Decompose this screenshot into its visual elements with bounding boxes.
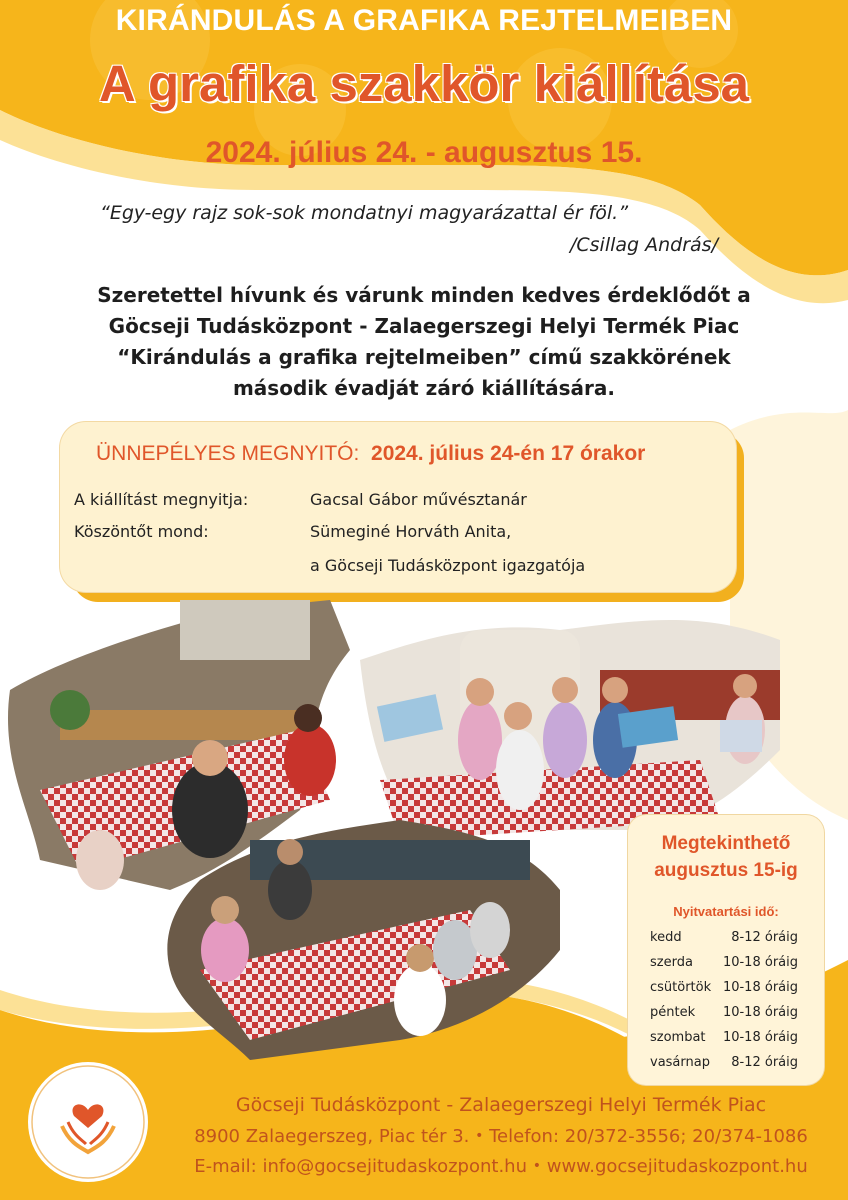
invitation-text — [40, 280, 808, 404]
hours-day: vasárnap — [650, 1055, 710, 1070]
quote-author: /Csillag András/ — [569, 234, 718, 256]
hours-time: 8-12 óráig — [731, 1055, 798, 1070]
event-kicker: KIRÁNDULÁS A GRAFIKA REJTELMEIBEN — [115, 4, 733, 37]
greeting-value-role: a Göcseji Tudásközpont igazgatója — [310, 556, 586, 575]
hours-time: 10-18 óráig — [722, 1030, 798, 1045]
greeting-label: Köszöntőt mond: — [74, 522, 209, 541]
visit-until-line-2: augusztus 15-ig — [654, 860, 798, 881]
hours-row — [650, 1030, 820, 1052]
heart-logo-icon — [26, 1060, 150, 1184]
invitation-line: második évadját záró kiállítására. — [232, 376, 616, 400]
visit-until-line-1: Megtekinthető — [661, 833, 791, 854]
hours-time: 10-18 óráig — [722, 980, 798, 995]
hours-day: szerda — [650, 955, 693, 970]
footer-email[interactable]: E-mail: info@gocsejitudaskozpont.hu — [194, 1156, 527, 1177]
hours-day: szombat — [650, 1030, 706, 1045]
bullet-icon: • — [475, 1128, 484, 1144]
hours-row — [650, 1055, 820, 1077]
quote-text: “Egy-egy rajz sok-sok mondatnyi magyarázattal ér föl.” — [100, 202, 629, 224]
hours-row — [650, 980, 820, 1002]
page-title: A grafika szakkör kiállítása — [98, 55, 750, 112]
bullet-icon: • — [532, 1158, 541, 1174]
opener-label: A kiállítást megnyitja: — [74, 490, 249, 509]
opening-heading — [96, 442, 645, 466]
opening-hours-heading: Nyitvatartási idő: — [673, 904, 779, 919]
opening-when: 2024. július 24-én 17 órakor — [371, 442, 646, 465]
footer-phone: Telefon: 20/372-3556; 20/374-1086 — [489, 1126, 808, 1147]
hours-time: 10-18 óráig — [722, 1005, 798, 1020]
footer-contact-line — [176, 1156, 826, 1177]
hours-time: 10-18 óráig — [722, 955, 798, 970]
invitation-line: Göcseji Tudásközpont - Zalaegerszegi Helyi Termék Piac — [108, 314, 740, 338]
hours-row — [650, 955, 820, 977]
invitation-line: Szeretettel hívunk és várunk minden kedves érdeklődőt a — [97, 283, 751, 307]
hours-day: kedd — [650, 930, 682, 945]
opening-label: ÜNNEPÉLYES MEGNYITÓ: — [96, 442, 360, 465]
footer-organization: Göcseji Tudásközpont - Zalaegerszegi Helyi Termék Piac — [235, 1094, 767, 1116]
photo-children-with-drawings — [360, 620, 780, 840]
invitation-line: “Kirándulás a grafika rejtelmeiben” című szakkörének — [117, 345, 731, 369]
hours-time: 8-12 óráig — [731, 930, 798, 945]
footer-address: 8900 Zalaegerszeg, Piac tér 3. — [194, 1126, 470, 1147]
greeting-value-name: Sümeginé Horváth Anita, — [310, 522, 512, 541]
hours-row — [650, 930, 820, 952]
hours-day: péntek — [650, 1005, 696, 1020]
hours-row — [650, 1005, 820, 1027]
footer-address-line — [176, 1126, 826, 1147]
event-dates: 2024. július 24. - augusztus 15. — [205, 136, 643, 169]
footer-website[interactable]: www.gocsejitudaskozpont.hu — [546, 1156, 808, 1177]
hours-day: csütörtök — [650, 980, 712, 995]
opener-value: Gacsal Gábor művésztanár — [310, 490, 527, 509]
visit-until — [628, 830, 824, 884]
